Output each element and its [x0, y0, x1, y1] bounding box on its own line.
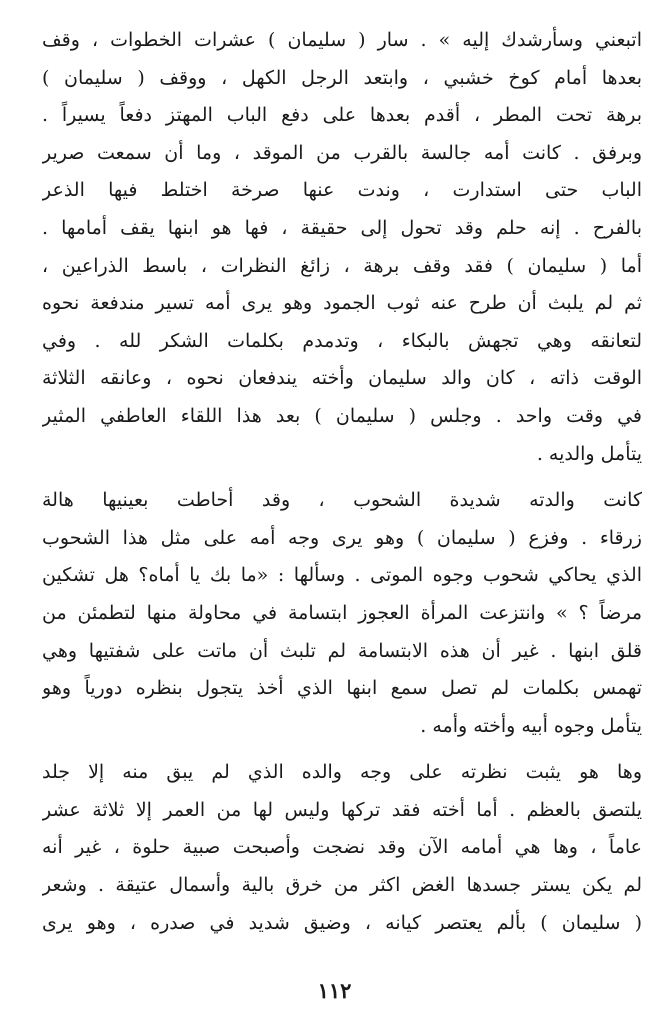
text-line: بالفرح . إنه حلم وقد تحول إلى حقيقة ، فها هو ابنها يقف أمامها .	[42, 216, 642, 239]
paragraph-2	[42, 482, 642, 745]
text-line: في وقت واحد . وجلس ( سليمان ) بعد هذا اللقاء العاطفي المثير	[42, 404, 642, 427]
page-number: ١١٢	[317, 978, 352, 1003]
text-line: برهة تحت المطر ، أقدم بعدها على دفع الباب المهتز دفعاً يسيراً .	[42, 104, 642, 127]
text-line: وبرفق . كانت أمه جالسة بالقرب من الموقد ، وما أن سمعت صرير	[42, 141, 642, 164]
text-line: لم يكن يستر جسدها الغض اكثر من خرق بالية وأسمال عتيقة . وشعر	[42, 874, 642, 897]
page-body	[42, 22, 642, 942]
text-line: الباب حتى استدارت ، وندت عنها صرخة اختلط فيها الذعر	[42, 179, 642, 202]
paragraph-gap	[42, 473, 642, 482]
text-line: قلق ابنها . غير أن هذه الابتسامة لم تلبث أن ماتت على شفتيها وهي	[42, 639, 642, 662]
text-line: عاماً ، وها هي أمامه الآن وقد نضجت وأصبحت صبية حلوة ، غير أنه	[42, 836, 642, 859]
text-line: يتأمل والديه .	[536, 442, 642, 465]
paragraph-1	[42, 22, 642, 473]
paragraph-gap	[42, 745, 642, 754]
text-line: ثم لم يلبث أن طرح عنه ثوب الجمود وهو يرى أمه تسير مندفعة نحوه	[42, 292, 642, 315]
paragraph-3	[42, 754, 642, 942]
text-line: يلتصق بالعظم . أما أخته فقد تركها وليس لها من العمر إلا ثلاثة عشر	[42, 798, 642, 821]
text-line: الوقت ذاته ، كان والد سليمان وأخته يندفعان نحوه ، وعانقه الثلاثة	[42, 367, 642, 390]
text-line: وها هو يثبت نظرته على وجه والده الذي لم يبق منه إلا جلد	[42, 761, 642, 784]
text-line: لتعانقه وهي تجهش بالبكاء ، وتدمدم بكلمات الشكر لله . وفي	[42, 329, 642, 352]
text-line: تهمس بكلمات لم تصل سمع ابنها الذي أخذ يتجول بنظره دورياً وهو	[42, 677, 642, 700]
text-line: الذي يحاكي شحوب وجوه الموتى . وسألها : «ما بك يا أماه؟ هل تشكين	[42, 564, 642, 587]
text-line: مرضاً ؟ » وانتزعت المرأة العجوز ابتسامة في محاولة منها لتطمئن من	[42, 601, 642, 624]
text-line: بعدها أمام كوخ خشبي ، وابتعد الرجل الكهل ، ووقف ( سليمان )	[42, 66, 642, 89]
text-line: كانت والدته شديدة الشحوب ، وقد أحاطت بعينيها هالة	[42, 489, 642, 512]
text-line: زرقاء . وفزع ( سليمان ) وهو يرى وجه أمه على مثل هذا الشحوب	[42, 526, 642, 549]
text-line: يتأمل وجوه أبيه وأخته وأمه .	[420, 714, 642, 737]
text-line: أما ( سليمان ) فقد وقف برهة ، زائغ النظرات ، باسط الذراعين ،	[42, 254, 642, 277]
text-line: اتبعني وسأرشدك إليه » . سار ( سليمان ) عشرات الخطوات ، وقف	[42, 29, 642, 51]
text-line: ( سليمان ) بألم يعتصر كيانه ، وضيق شديد في صدره ، وهو يرى	[42, 911, 642, 934]
